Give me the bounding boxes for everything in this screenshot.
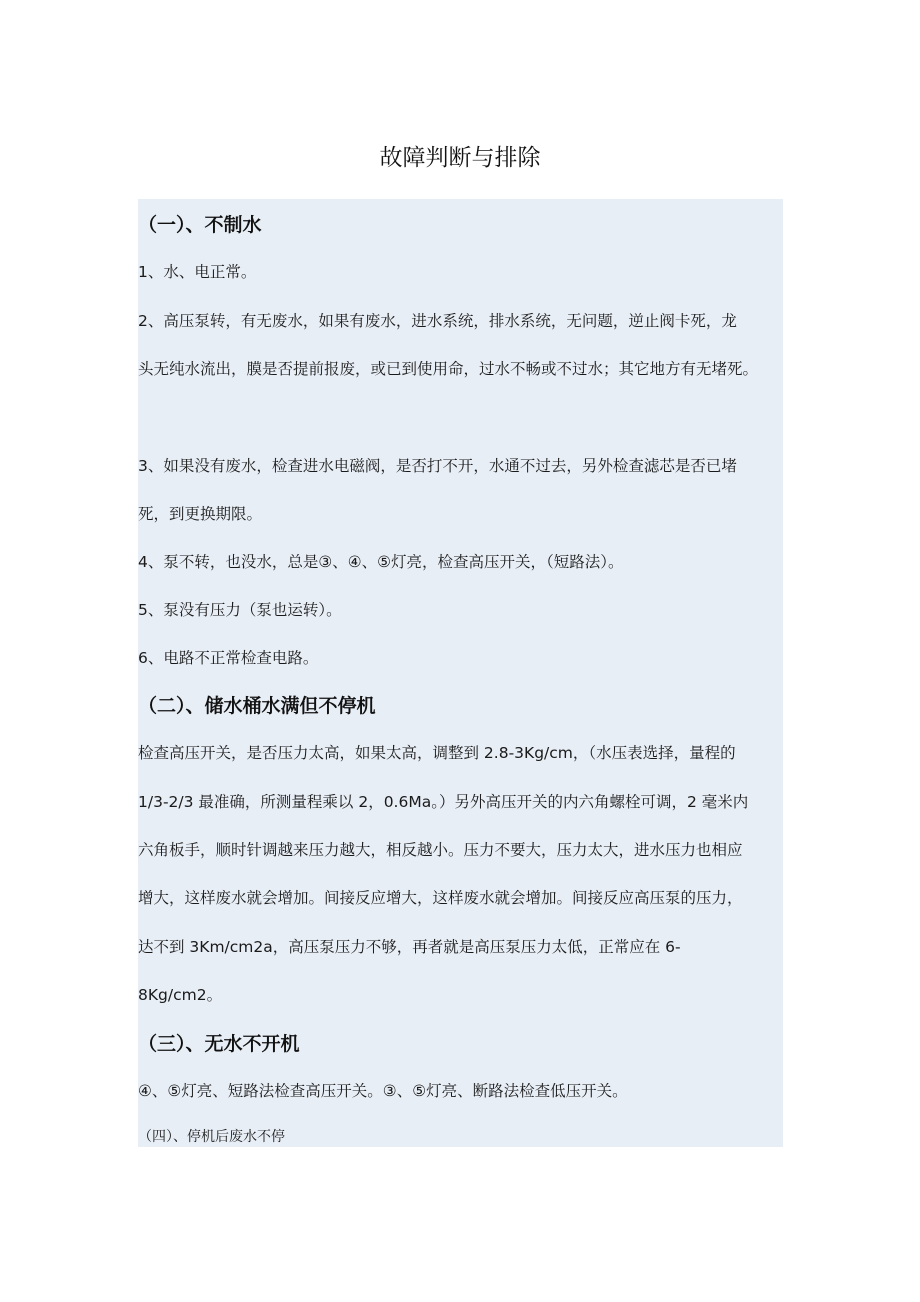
section-heading-2: （二）、储水桶水满但不停机 <box>138 695 376 717</box>
paragraph-line: 死，到更换期限。 <box>138 505 263 523</box>
paragraph-line: 2、高压泵转，有无废水，如果有废水，进水系统，排水系统，无问题，逆止阀卡死，龙 <box>138 312 737 330</box>
paragraph-line: 3、如果没有废水，检查进水电磁阀，是否打不开，水通不过去，另外检查滤芯是否已堵 <box>138 457 737 475</box>
paragraph-line: 达不到 3Km/cm2a，高压泵压力不够，再者就是高压泵压力太低，正常应在 6- <box>138 938 681 956</box>
paragraph-line: ④、⑤灯亮、短路法检查高压开关。③、⑤灯亮、断路法检查低压开关。 <box>138 1082 628 1100</box>
section-heading-4: （四）、停机后废水不停 <box>138 1129 285 1145</box>
paragraph-line: 六角板手，顺时针调越来压力越大，相反越小。压力不要大，压力太大，进水压力也相应 <box>138 841 743 859</box>
paragraph-line: 1、水、电正常。 <box>138 263 257 281</box>
paragraph-line: 头无纯水流出，膜是否提前报废，或已到使用命，过水不畅或不过水；其它地方有无堵死。 <box>138 360 759 378</box>
paragraph-line: 8Kg/cm2。 <box>138 986 223 1004</box>
section-heading-3: （三）、无水不开机 <box>138 1033 300 1055</box>
paragraph-line: 4、泵不转，也没水，总是③、④、⑤灯亮，检查高压开关，（短路法）。 <box>138 553 624 571</box>
content-panel <box>138 199 783 1147</box>
paragraph-line: 1/3-2/3 最准确，所测量程乘以 2，0.6Ma。）另外高压开关的内六角螺栓可调，2 毫米内 <box>138 793 749 811</box>
paragraph-line: 5、泵没有压力（泵也运转）。 <box>138 601 342 619</box>
document-title: 故障判断与排除 <box>379 145 541 171</box>
paragraph-line: 增大，这样废水就会增加。间接反应增大，这样废水就会增加。间接反应高压泵的压力， <box>138 889 743 907</box>
paragraph-line: 检查高压开关，是否压力太高，如果太高，调整到 2.8-3Kg/cm，（水压表选择，量程的 <box>138 744 736 762</box>
section-heading-1: （一）、不制水 <box>138 214 262 236</box>
paragraph-line: 6、电路不正常检查电路。 <box>138 649 319 667</box>
